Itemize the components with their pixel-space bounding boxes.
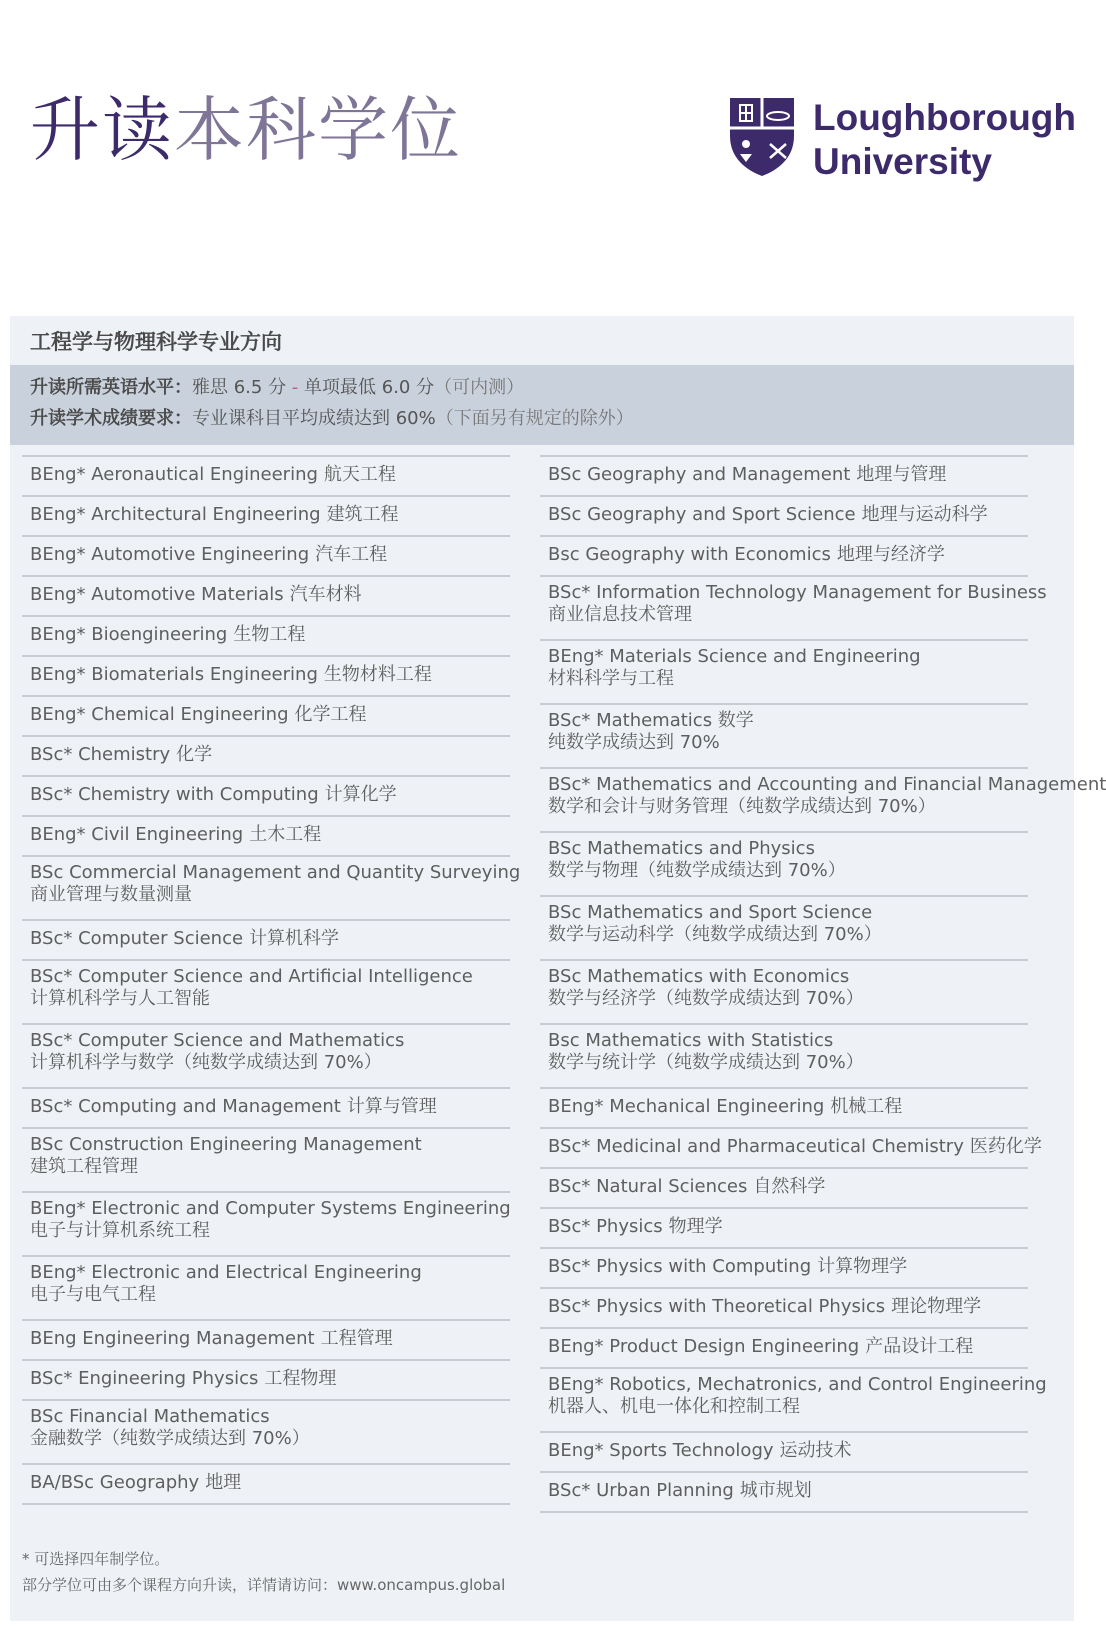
- course-name-zh: 数学与经济学（纯数学成绩达到 70%）: [548, 988, 864, 1009]
- course-name-zh: 材料科学与工程: [548, 668, 674, 689]
- section-title: 工程学与物理科学专业方向: [30, 330, 282, 354]
- course-name-zh: 建筑工程管理: [30, 1156, 138, 1177]
- course-name-en: BEng* Aeronautical Engineering: [30, 464, 318, 485]
- course-row: [22, 657, 510, 697]
- course-name-zh: 工程物理: [264, 1368, 337, 1389]
- course-row: [540, 1433, 1028, 1473]
- course-row: [540, 1249, 1028, 1289]
- course-name-en: BSc Financial Mathematics: [30, 1406, 270, 1427]
- course-name-zh: 工程管理: [320, 1328, 393, 1349]
- course-row: [22, 1129, 510, 1193]
- course-name-zh: 电子与电气工程: [30, 1284, 156, 1305]
- course-name-en: BSc* Mathematics 数学: [548, 710, 754, 731]
- course-name-zh: 数学和会计与财务管理（纯数学成绩达到 70%）: [548, 796, 936, 817]
- course-name-en: BSc* Information Technology Management for Business: [548, 582, 1047, 603]
- course-name-zh: 城市规划: [739, 1480, 812, 1501]
- course-row: [22, 961, 510, 1025]
- course-row: [22, 1465, 510, 1505]
- course-name-zh: 计算机科学与人工智能: [30, 988, 210, 1009]
- course-row: [22, 1193, 510, 1257]
- course-row: [540, 537, 1028, 577]
- course-row: [22, 617, 510, 657]
- course-name-en: BEng* Robotics, Mechatronics, and Control Engineering: [548, 1374, 1047, 1395]
- course-row: [540, 833, 1028, 897]
- course-row: [540, 1089, 1028, 1129]
- course-name-en: BSc* Mathematics and Accounting and Financial Management: [548, 774, 1106, 795]
- course-name-zh: 地理与管理: [856, 464, 947, 485]
- course-name-zh: 地理与运动科学: [861, 504, 988, 525]
- course-name-zh: 计算化学: [324, 784, 397, 805]
- course-name-en: BSc* Natural Sciences: [548, 1176, 748, 1197]
- course-name-en: BSc* Computer Science and Mathematics: [30, 1030, 405, 1051]
- course-row: [22, 457, 510, 497]
- course-name-zh: 计算物理学: [817, 1256, 908, 1277]
- course-name-en: BSc* Chemistry with Computing: [30, 784, 319, 805]
- course-row: [540, 1025, 1028, 1089]
- course-name-zh: 商业信息技术管理: [548, 604, 692, 625]
- course-name-en: BEng* Bioengineering: [30, 624, 228, 645]
- course-name-en: Bsc Geography with Economics: [548, 544, 831, 565]
- course-name-en: BSc* Computing and Management: [30, 1096, 341, 1117]
- course-row: [540, 1289, 1028, 1329]
- course-name-zh: 计算与管理: [346, 1096, 437, 1117]
- course-name-zh: 机器人、机电一体化和控制工程: [548, 1396, 800, 1417]
- course-name-en: BSc* Computer Science and Artificial Intelligence: [30, 966, 473, 987]
- course-name-en: BSc* Chemistry: [30, 744, 171, 765]
- course-name-zh: 理论物理学: [891, 1296, 982, 1317]
- course-name-zh: 商业管理与数量测量: [30, 884, 192, 905]
- course-name-zh: 化学: [176, 744, 213, 765]
- academic-requirement: 升读学术成绩要求：专业课科目平均成绩达到 60%（下面另有规定的除外）: [30, 408, 634, 429]
- course-name-en: BEng* Electronic and Electrical Engineering: [30, 1262, 422, 1283]
- course-name-zh: 计算机科学: [249, 928, 340, 949]
- requirements-band: [10, 365, 1074, 445]
- course-name-en: BSc Construction Engineering Management: [30, 1134, 422, 1155]
- course-row: [540, 705, 1028, 769]
- course-name-en: BEng* Mechanical Engineering: [548, 1096, 825, 1117]
- course-row: [540, 1129, 1042, 1169]
- course-name-zh: 产品设计工程: [865, 1336, 974, 1357]
- course-row: [540, 497, 1028, 537]
- course-name-en: BEng* Electronic and Computer Systems Engineering: [30, 1198, 511, 1219]
- course-row: [540, 769, 1106, 833]
- course-name-en: BEng* Architectural Engineering: [30, 504, 321, 525]
- course-name-en: BEng* Product Design Engineering: [548, 1336, 860, 1357]
- course-row: [22, 777, 510, 817]
- course-panel: [10, 316, 1106, 1621]
- course-row: [22, 1257, 510, 1321]
- course-name-zh: 生物工程: [233, 624, 306, 645]
- course-row: [22, 857, 521, 921]
- course-name-en: BEng* Chemical Engineering: [30, 704, 289, 725]
- course-name-zh: 土木工程: [249, 824, 322, 845]
- course-row: [22, 921, 510, 961]
- course-name-zh: 自然科学: [753, 1176, 826, 1197]
- course-name-zh: 纯数学成绩达到 70%: [548, 732, 720, 753]
- logo-line2: University: [813, 141, 992, 182]
- course-name-zh: 地理: [205, 1472, 242, 1493]
- course-row: [22, 817, 510, 857]
- course-row: [22, 577, 510, 617]
- course-name-en: BA/BSc Geography: [30, 1472, 200, 1493]
- course-name-en: BEng* Biomaterials Engineering: [30, 664, 318, 685]
- course-name-zh: 医药化学: [969, 1136, 1042, 1157]
- course-row: [22, 1321, 510, 1361]
- course-name-zh: 汽车材料: [289, 584, 362, 605]
- course-name-en: BEng* Automotive Materials: [30, 584, 284, 605]
- course-row: [540, 577, 1047, 641]
- course-name-zh: 机械工程: [830, 1096, 903, 1117]
- course-name-en: BSc* Medicinal and Pharmaceutical Chemistry: [548, 1136, 964, 1157]
- course-name-zh: 化学工程: [294, 704, 367, 725]
- course-name-en: BEng Engineering Management: [30, 1328, 315, 1349]
- course-row: [540, 457, 1028, 497]
- university-logo: [728, 96, 1077, 191]
- course-row: [22, 1089, 510, 1129]
- course-name-zh: 汽车工程: [315, 544, 388, 565]
- course-row: [22, 697, 510, 737]
- course-name-zh: 运动技术: [779, 1440, 852, 1461]
- course-name-zh: 数学与运动科学（纯数学成绩达到 70%）: [548, 924, 882, 945]
- course-row: [540, 1369, 1047, 1433]
- course-row: [540, 897, 1028, 961]
- course-name-en: BEng* Automotive Engineering: [30, 544, 310, 565]
- course-name-zh: 航天工程: [323, 464, 396, 485]
- course-name-zh: 建筑工程: [326, 504, 399, 525]
- course-list-left: [22, 455, 521, 1505]
- course-name-en: BSc* Physics with Computing: [548, 1256, 812, 1277]
- course-row: [22, 1361, 510, 1401]
- footnote-four-year: * 可选择四年制学位。: [22, 1550, 170, 1568]
- course-row: [540, 641, 1028, 705]
- course-row: [22, 737, 510, 777]
- course-row: [540, 1329, 1028, 1369]
- course-name-zh: 金融数学（纯数学成绩达到 70%）: [30, 1428, 310, 1449]
- course-row: [540, 1169, 1028, 1209]
- course-name-zh: 生物材料工程: [323, 664, 432, 685]
- crest-icon: [728, 96, 796, 178]
- course-row: [22, 1025, 510, 1089]
- footnote-website: 部分学位可由多个课程方向升读，详情请访问：www.oncampus.global: [22, 1576, 506, 1594]
- course-name-en: BSc* Urban Planning: [548, 1480, 734, 1501]
- course-row: [540, 1473, 1028, 1513]
- course-name-en: BSc Mathematics with Economics: [548, 966, 850, 987]
- course-name-zh: 物理学: [668, 1216, 723, 1237]
- course-name-en: BSc Mathematics and Sport Science: [548, 902, 873, 923]
- course-name-en: Bsc Mathematics with Statistics: [548, 1030, 834, 1051]
- english-requirement: 升读所需英语水平：雅思 6.5 分 - 单项最低 6.0 分（可内测）: [30, 377, 525, 398]
- course-row: [540, 961, 1028, 1025]
- course-name-en: BEng* Materials Science and Engineering: [548, 646, 921, 667]
- course-name-en: BEng* Civil Engineering: [30, 824, 244, 845]
- course-list-right: [540, 455, 1106, 1513]
- course-row: [22, 1401, 510, 1465]
- logo-line1: Loughborough: [813, 97, 1077, 138]
- course-name-zh: 计算机科学与数学（纯数学成绩达到 70%）: [30, 1052, 382, 1073]
- course-name-en: BSc* Physics with Theoretical Physics: [548, 1296, 886, 1317]
- course-name-en: BSc* Engineering Physics: [30, 1368, 259, 1389]
- course-name-zh: 地理与经济学: [836, 544, 945, 565]
- course-name-zh: 数学与统计学（纯数学成绩达到 70%）: [548, 1052, 864, 1073]
- course-name-en: BSc Geography and Management: [548, 464, 851, 485]
- course-name-en: BSc Commercial Management and Quantity Surveying: [30, 862, 521, 883]
- course-name-zh: 电子与计算机系统工程: [30, 1220, 210, 1241]
- course-name-en: BSc* Physics: [548, 1216, 663, 1237]
- course-name-zh: 数学与物理（纯数学成绩达到 70%）: [548, 860, 846, 881]
- course-name-en: BEng* Sports Technology: [548, 1440, 774, 1461]
- course-name-en: BSc Mathematics and Physics: [548, 838, 815, 859]
- page-title: 升读本科学位: [30, 89, 462, 171]
- course-row: [540, 1209, 1028, 1249]
- course-row: [22, 497, 510, 537]
- course-name-en: BSc* Computer Science: [30, 928, 244, 949]
- course-name-en: BSc Geography and Sport Science: [548, 504, 856, 525]
- course-row: [22, 537, 510, 577]
